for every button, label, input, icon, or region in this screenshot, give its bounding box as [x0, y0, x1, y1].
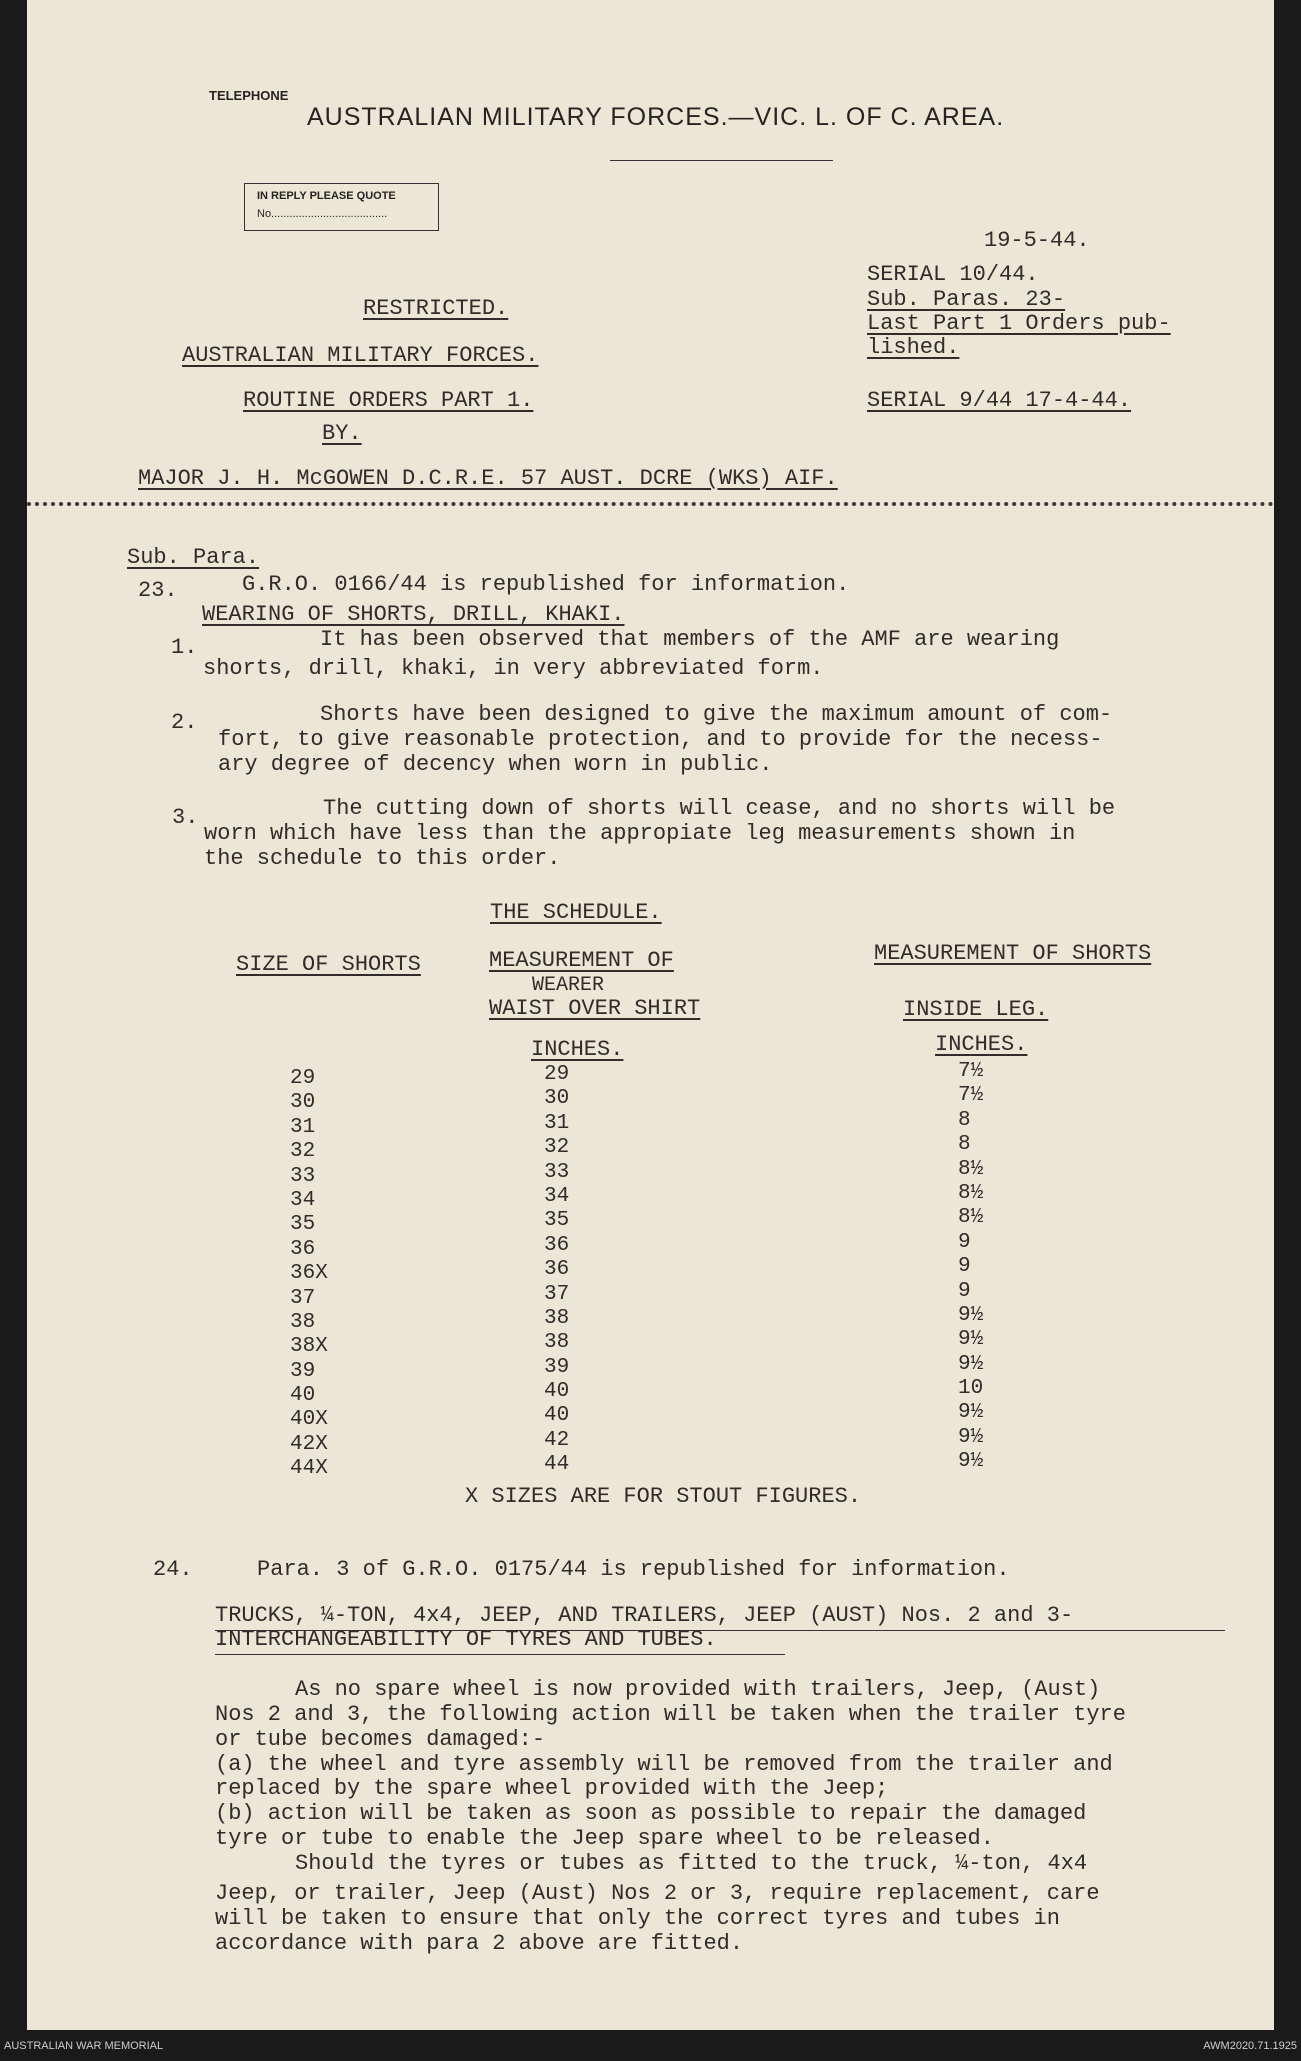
schedule-size-cell: 38X — [290, 1335, 328, 1359]
schedule-leg-cell: 7½ — [958, 1084, 984, 1108]
schedule-header-waist-units: INCHES. — [531, 1037, 624, 1062]
schedule-header-waist-1: MEASUREMENT OF — [489, 948, 674, 973]
schedule-leg-cell: 10 — [958, 1377, 984, 1401]
para-23-title: WEARING OF SHORTS, DRILL, KHAKI. — [202, 602, 625, 627]
schedule-leg-cell: 8½ — [958, 1181, 984, 1205]
schedule-waist-cell: 29 — [544, 1063, 570, 1086]
schedule-leg-cell: 8½ — [958, 1157, 984, 1181]
schedule-waist-cell: 36 — [544, 1233, 570, 1257]
letterhead-title: AUSTRALIAN MILITARY FORCES.—VIC. L. OF C. AREA. — [307, 103, 1005, 131]
para-24-line-1: As no spare wheel is now provided with trailers, Jeep, (Aust) — [295, 1677, 1101, 1702]
routine-orders-heading: ROUTINE ORDERS PART 1. — [243, 388, 534, 413]
schedule-header-size: SIZE OF SHORTS — [236, 952, 421, 977]
telephone-label: TELEPHONE — [209, 88, 289, 103]
last-part-orders-cont: lished. — [867, 335, 960, 360]
schedule-column-leg — [958, 1060, 983, 1475]
schedule-waist-cell: 38 — [544, 1331, 570, 1355]
schedule-header-leg-units: INCHES. — [935, 1032, 1028, 1057]
para-24-title-2: INTERCHANGEABILITY OF TYRES AND TUBES. — [215, 1627, 717, 1652]
sub-paras: Sub. Paras. 23- — [867, 287, 1066, 312]
para-24-line-9: Jeep, or trailer, Jeep (Aust) Nos 2 or 3, require replacement, care — [215, 1881, 1100, 1906]
schedule-leg-cell: 9 — [958, 1255, 971, 1279]
schedule-waist-cell: 44 — [544, 1453, 570, 1477]
schedule-waist-cell: 36 — [544, 1258, 570, 1282]
schedule-column-size — [290, 1067, 328, 1482]
item-2-line-3: ary degree of decency when worn in public. — [218, 752, 773, 777]
schedule-waist-cell: 40 — [544, 1380, 570, 1404]
schedule-waist-cell: 42 — [544, 1428, 570, 1452]
schedule-waist-cell: 33 — [544, 1160, 570, 1184]
schedule-size-cell: 33 — [290, 1164, 316, 1188]
reply-box-number: No...................................... — [257, 208, 388, 220]
para-23-text: G.R.O. 0166/44 is republished for information. — [242, 572, 850, 597]
schedule-size-cell: 34 — [290, 1188, 316, 1212]
schedule-size-cell: 29 — [290, 1067, 316, 1090]
schedule-waist-cell: 39 — [544, 1355, 570, 1379]
item-3-number: 3. — [172, 805, 199, 830]
last-part-orders: Last Part 1 Orders pub- — [867, 311, 1171, 336]
schedule-waist-cell: 31 — [544, 1111, 570, 1135]
para-24-title-2-underline — [215, 1654, 785, 1655]
schedule-size-cell: 40X — [290, 1408, 328, 1432]
schedule-leg-cell: 9 — [958, 1230, 971, 1254]
para-24-line-10: will be taken to ensure that only the correct tyres and tubes in — [215, 1906, 1060, 1931]
schedule-leg-cell: 9½ — [958, 1425, 984, 1449]
schedule-header-waist-3: WAIST OVER SHIRT — [489, 996, 701, 1021]
schedule-waist-cell: 34 — [544, 1184, 570, 1208]
schedule-leg-cell: 8 — [958, 1108, 971, 1132]
para-24-number: 24. — [153, 1557, 193, 1582]
schedule-leg-cell: 8½ — [958, 1206, 984, 1230]
reply-box — [244, 183, 439, 231]
schedule-leg-cell: 7½ — [958, 1060, 984, 1083]
schedule-size-cell: 37 — [290, 1286, 316, 1310]
item-2-line-1: Shorts have been designed to give the maximum amount of com- — [320, 702, 1113, 727]
schedule-header-leg-1: MEASUREMENT OF SHORTS — [874, 941, 1152, 966]
signatory: MAJOR J. H. McGOWEN D.C.R.E. 57 AUST. DCRE (WKS) AIF. — [138, 466, 838, 491]
reply-box-label: IN REPLY PLEASE QUOTE — [257, 190, 396, 202]
schedule-size-cell: 30 — [290, 1091, 316, 1115]
footer-archive-name: AUSTRALIAN WAR MEMORIAL — [4, 2040, 164, 2052]
schedule-leg-cell: 9½ — [958, 1401, 984, 1425]
schedule-column-waist — [544, 1063, 569, 1478]
footer-accession-number: AWM2020.71.1925 — [1203, 2040, 1297, 2052]
schedule-size-cell: 44X — [290, 1457, 328, 1481]
schedule-size-cell: 36 — [290, 1237, 316, 1261]
dotted-separator — [27, 502, 1274, 506]
item-3-line-1: The cutting down of shorts will cease, and no shorts will be — [323, 796, 1116, 821]
item-1-line-2: shorts, drill, khaki, in very abbreviated form. — [203, 656, 824, 681]
schedule-waist-cell: 40 — [544, 1404, 570, 1428]
by-heading: BY. — [322, 421, 362, 446]
schedule-header-leg-2: INSIDE LEG. — [903, 997, 1049, 1022]
schedule-title: THE SCHEDULE. — [490, 900, 662, 925]
schedule-waist-cell: 30 — [544, 1087, 570, 1111]
schedule-size-cell: 42X — [290, 1432, 328, 1456]
para-24-line-3: or tube becomes damaged:- — [215, 1727, 546, 1752]
schedule-size-cell: 32 — [290, 1140, 316, 1164]
schedule-note: X SIZES ARE FOR STOUT FIGURES. — [465, 1484, 862, 1509]
letterhead-rule — [610, 160, 833, 161]
schedule-size-cell: 35 — [290, 1213, 316, 1237]
schedule-size-cell: 36X — [290, 1262, 328, 1286]
item-1-line-1: It has been observed that members of the AMF are wearing — [320, 627, 1060, 652]
para-24-line-11: accordance with para 2 above are fitted. — [215, 1931, 744, 1956]
sub-para-label: Sub. Para. — [127, 545, 260, 570]
para-24-title-1: TRUCKS, ¼-TON, 4x4, JEEP, AND TRAILERS, JEEP (AUST) Nos. 2 and 3- — [215, 1603, 1074, 1628]
schedule-size-cell: 39 — [290, 1359, 316, 1383]
schedule-waist-cell: 35 — [544, 1209, 570, 1233]
para-24-line-2: Nos 2 and 3, the following action will be taken when the trailer tyre — [215, 1702, 1126, 1727]
para-24-text: Para. 3 of G.R.O. 0175/44 is republished for information. — [257, 1557, 1010, 1582]
schedule-waist-cell: 37 — [544, 1282, 570, 1306]
schedule-size-cell: 38 — [290, 1310, 316, 1334]
schedule-leg-cell: 9½ — [958, 1328, 984, 1352]
schedule-header-waist-2: WEARER — [532, 974, 605, 997]
para-24-line-5: replaced by the spare wheel provided with the Jeep; — [215, 1776, 889, 1801]
serial-number: SERIAL 10/44. — [867, 262, 1039, 287]
schedule-waist-cell: 32 — [544, 1136, 570, 1160]
item-2-number: 2. — [171, 710, 198, 735]
schedule-leg-cell: 9 — [958, 1279, 971, 1303]
schedule-leg-cell: 8 — [958, 1133, 971, 1157]
schedule-size-cell: 31 — [290, 1115, 316, 1139]
para-24-line-4: (a) the wheel and tyre assembly will be removed from the trailer and — [215, 1752, 1113, 1777]
document-page — [27, 0, 1274, 2030]
schedule-leg-cell: 9½ — [958, 1303, 984, 1327]
amf-heading: AUSTRALIAN MILITARY FORCES. — [182, 343, 539, 368]
item-3-line-3: the schedule to this order. — [204, 846, 561, 871]
previous-serial: SERIAL 9/44 17-4-44. — [867, 388, 1132, 413]
para-23-number: 23. — [138, 578, 178, 603]
schedule-leg-cell: 9½ — [958, 1352, 984, 1376]
item-2-line-2: fort, to give reasonable protection, and to provide for the necess- — [218, 727, 1103, 752]
item-3-line-2: worn which have less than the appropiate leg measurements shown in — [204, 821, 1076, 846]
para-24-line-6: (b) action will be taken as soon as possible to repair the damaged — [215, 1801, 1087, 1826]
para-24-line-8: Should the tyres or tubes as fitted to the truck, ¼-ton, 4x4 — [295, 1851, 1088, 1876]
item-1-number: 1. — [171, 635, 198, 660]
para-24-line-7: tyre or tube to enable the Jeep spare wheel to be released. — [215, 1826, 994, 1851]
schedule-leg-cell: 9½ — [958, 1450, 984, 1474]
restricted-heading: RESTRICTED. — [363, 296, 509, 321]
schedule-size-cell: 40 — [290, 1384, 316, 1408]
schedule-waist-cell: 38 — [544, 1306, 570, 1330]
date: 19-5-44. — [984, 228, 1090, 253]
